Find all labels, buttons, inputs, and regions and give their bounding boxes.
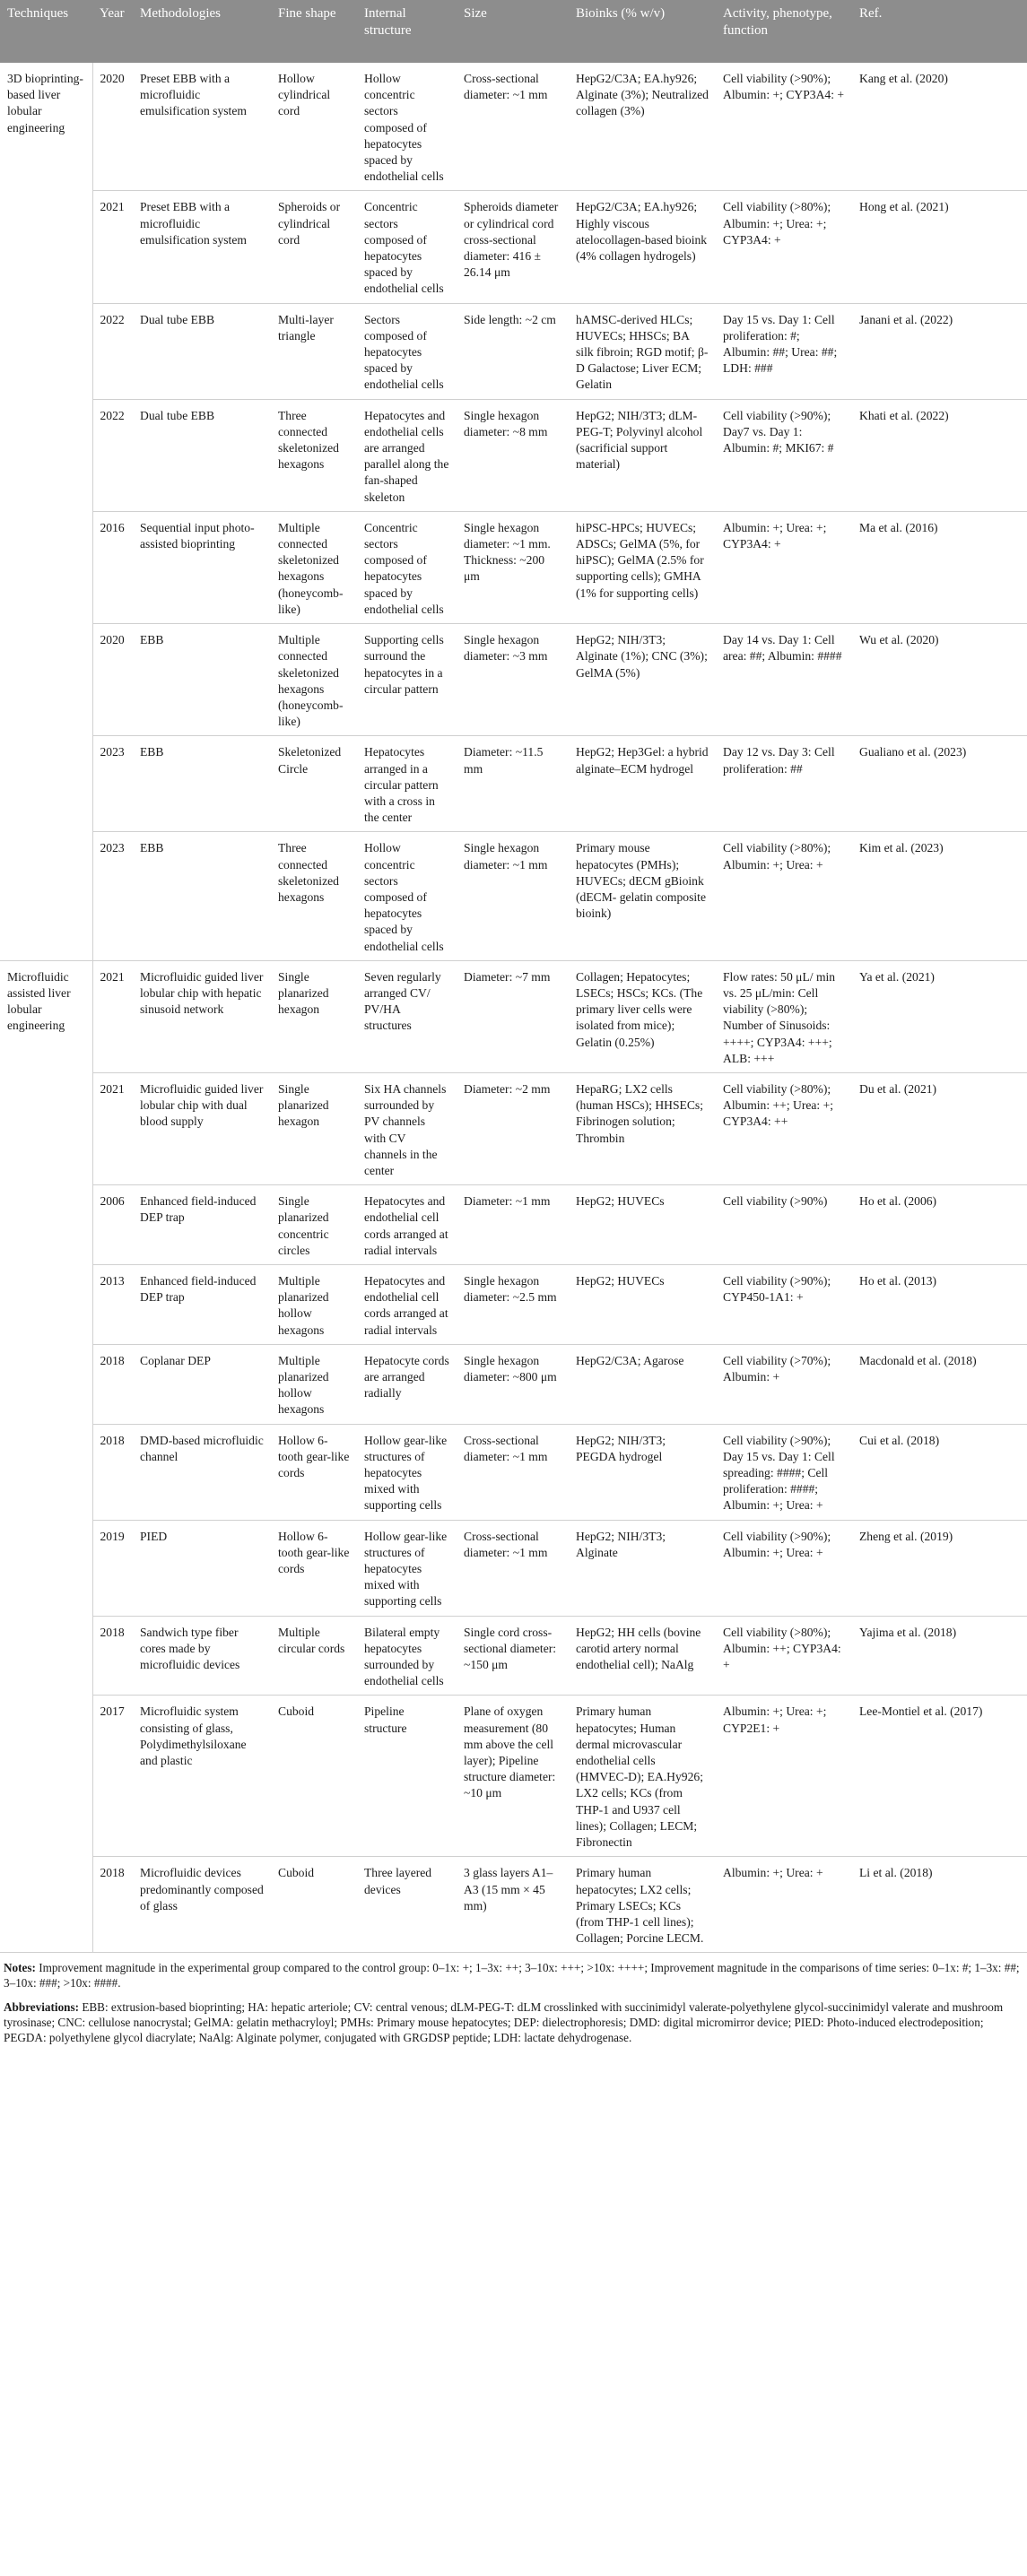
table-row bbox=[0, 63, 1027, 191]
table-body bbox=[0, 63, 1027, 1953]
internal-structure-cell: Hollow gear-like structures of hepatocytes mixed with supporting cells bbox=[357, 1424, 457, 1520]
ref-cell: Macdonald et al. (2018) bbox=[852, 1344, 1027, 1424]
bioinks-cell: HepG2; NIH/3T3; Alginate (1%); CNC (3%); GelMA (5%) bbox=[569, 624, 716, 736]
header-methodologies: Methodologies bbox=[133, 0, 271, 63]
activity-cell: Cell viability (>90%); CYP450-1A1: + bbox=[716, 1265, 852, 1345]
internal-structure-cell: Hepatocytes and endothelial cell cords arranged at radial intervals bbox=[357, 1185, 457, 1265]
methodology-cell: Microfluidic guided liver lobular chip with dual blood supply bbox=[133, 1072, 271, 1184]
fine-shape-cell: Hollow 6-tooth gear-like cords bbox=[271, 1424, 357, 1520]
bioinks-cell: HepG2/C3A; Agarose bbox=[569, 1344, 716, 1424]
activity-cell: Cell viability (>70%); Albumin: + bbox=[716, 1344, 852, 1424]
activity-cell: Cell viability (>90%); Day 15 vs. Day 1: Cell spreading: ####; Cell proliferation: ####; Albumin: +; Urea: + bbox=[716, 1424, 852, 1520]
internal-structure-cell: Seven regularly arranged CV/ PV/HA structures bbox=[357, 960, 457, 1072]
methodology-cell: Sandwich type fiber cores made by microfluidic devices bbox=[133, 1616, 271, 1696]
bioinks-cell: Primary human hepatocytes; Human dermal microvascular endothelial cells (HMVEC-D); EA.Hy926; LX2 cells; KCs (from THP-1 and U937 cell lines); Collagen; LECM; Fibronectin bbox=[569, 1696, 716, 1857]
table-row bbox=[0, 736, 1027, 832]
methodology-cell: Enhanced field-induced DEP trap bbox=[133, 1265, 271, 1345]
table-row bbox=[0, 399, 1027, 511]
size-cell: Single hexagon diameter: ~1 mm. Thickness: ~200 μm bbox=[457, 511, 569, 623]
year-cell: 2018 bbox=[92, 1857, 133, 1953]
ref-cell: Kang et al. (2020) bbox=[852, 63, 1027, 191]
methodology-cell: Sequential input photo-assisted bioprinting bbox=[133, 511, 271, 623]
ref-cell: Lee-Montiel et al. (2017) bbox=[852, 1696, 1027, 1857]
internal-structure-cell: Concentric sectors composed of hepatocytes spaced by endothelial cells bbox=[357, 191, 457, 303]
bioinks-cell: HepG2; NIH/3T3; dLM-PEG-T; Polyvinyl alcohol (sacrificial support material) bbox=[569, 399, 716, 511]
fine-shape-cell: Single planarized concentric circles bbox=[271, 1185, 357, 1265]
activity-cell: Cell viability (>80%); Albumin: ++; Urea: +; CYP3A4: ++ bbox=[716, 1072, 852, 1184]
table-row bbox=[0, 1616, 1027, 1696]
activity-cell: Day 15 vs. Day 1: Cell proliferation: #; Albumin: ##; Urea: ##; LDH: ### bbox=[716, 303, 852, 399]
methodology-cell: Dual tube EBB bbox=[133, 303, 271, 399]
bioinks-cell: Collagen; Hepatocytes; LSECs; HSCs; KCs. (The primary liver cells were isolated from mice); Gelatin (0.25%) bbox=[569, 960, 716, 1072]
size-cell: Cross-sectional diameter: ~1 mm bbox=[457, 1520, 569, 1616]
internal-structure-cell: Supporting cells surround the hepatocytes in a circular pattern bbox=[357, 624, 457, 736]
table-row bbox=[0, 191, 1027, 303]
table-row bbox=[0, 1696, 1027, 1857]
size-cell: Cross-sectional diameter: ~1 mm bbox=[457, 1424, 569, 1520]
ref-cell: Ho et al. (2013) bbox=[852, 1265, 1027, 1345]
ref-cell: Wu et al. (2020) bbox=[852, 624, 1027, 736]
fine-shape-cell: Multi-layer triangle bbox=[271, 303, 357, 399]
internal-structure-cell: Pipeline structure bbox=[357, 1696, 457, 1857]
table-row bbox=[0, 1857, 1027, 1953]
abbreviations-label: Abbreviations: bbox=[4, 2000, 80, 2015]
notes-label: Notes: bbox=[4, 1961, 36, 1975]
size-cell: Single hexagon diameter: ~2.5 mm bbox=[457, 1265, 569, 1345]
bioinks-cell: HepG2; HUVECs bbox=[569, 1265, 716, 1345]
internal-structure-cell: Hollow concentric sectors composed of hepatocytes spaced by endothelial cells bbox=[357, 63, 457, 191]
size-cell: Single hexagon diameter: ~8 mm bbox=[457, 399, 569, 511]
fine-shape-cell: Multiple planarized hollow hexagons bbox=[271, 1265, 357, 1345]
internal-structure-cell: Concentric sectors composed of hepatocytes spaced by endothelial cells bbox=[357, 511, 457, 623]
ref-cell: Zheng et al. (2019) bbox=[852, 1520, 1027, 1616]
ref-cell: Du et al. (2021) bbox=[852, 1072, 1027, 1184]
ref-cell: Cui et al. (2018) bbox=[852, 1424, 1027, 1520]
size-cell: Plane of oxygen measurement (80 mm above the cell layer); Pipeline structure diameter: ~10 μm bbox=[457, 1696, 569, 1857]
header-size: Size bbox=[457, 0, 569, 63]
fine-shape-cell: Multiple connected skeletonized hexagons (honeycomb-like) bbox=[271, 511, 357, 623]
header-ref: Ref. bbox=[852, 0, 1027, 63]
size-cell: Spheroids diameter or cylindrical cord cross-sectional diameter: 416 ± 26.14 μm bbox=[457, 191, 569, 303]
methodology-cell: PIED bbox=[133, 1520, 271, 1616]
methodology-cell: Preset EBB with a microfluidic emulsification system bbox=[133, 191, 271, 303]
activity-cell: Flow rates: 50 μL/ min vs. 25 μL/min: Cell viability (>80%); Number of Sinusoids: ++++; CYP3A4: +++; ALB: +++ bbox=[716, 960, 852, 1072]
size-cell: Diameter: ~11.5 mm bbox=[457, 736, 569, 832]
table-row bbox=[0, 511, 1027, 623]
fine-shape-cell: Single planarized hexagon bbox=[271, 1072, 357, 1184]
size-cell: Single hexagon diameter: ~1 mm bbox=[457, 832, 569, 960]
year-cell: 2018 bbox=[92, 1344, 133, 1424]
ref-cell: Kim et al. (2023) bbox=[852, 832, 1027, 960]
methodology-cell: Enhanced field-induced DEP trap bbox=[133, 1185, 271, 1265]
bioinks-cell: HepG2/C3A; EA.hy926; Alginate (3%); Neutralized collagen (3%) bbox=[569, 63, 716, 191]
activity-cell: Albumin: +; Urea: +; CYP3A4: + bbox=[716, 511, 852, 623]
year-cell: 2018 bbox=[92, 1424, 133, 1520]
size-cell: Diameter: ~7 mm bbox=[457, 960, 569, 1072]
table-row bbox=[0, 1344, 1027, 1424]
table-row bbox=[0, 1185, 1027, 1265]
year-cell: 2017 bbox=[92, 1696, 133, 1857]
table-row bbox=[0, 960, 1027, 1072]
activity-cell: Cell viability (>80%); Albumin: +; Urea: + bbox=[716, 832, 852, 960]
ref-cell: Janani et al. (2022) bbox=[852, 303, 1027, 399]
fine-shape-cell: Multiple connected skeletonized hexagons (honeycomb-like) bbox=[271, 624, 357, 736]
year-cell: 2013 bbox=[92, 1265, 133, 1345]
header-year: Year bbox=[92, 0, 133, 63]
size-cell: Single cord cross-sectional diameter: ~150 μm bbox=[457, 1616, 569, 1696]
internal-structure-cell: Hollow concentric sectors composed of hepatocytes spaced by endothelial cells bbox=[357, 832, 457, 960]
bioinks-cell: hiPSC-HPCs; HUVECs; ADSCs; GelMA (5%, for hiPSC); GelMA (2.5% for supporting cells); GMHA (1% for supporting cells) bbox=[569, 511, 716, 623]
header-fine-shape: Fine shape bbox=[271, 0, 357, 63]
size-cell: Single hexagon diameter: ~3 mm bbox=[457, 624, 569, 736]
internal-structure-cell: Three layered devices bbox=[357, 1857, 457, 1953]
header-techniques: Techniques bbox=[0, 0, 92, 63]
fine-shape-cell: Skeletonized Circle bbox=[271, 736, 357, 832]
methodology-cell: Microfluidic system consisting of glass, Polydimethylsiloxane and plastic bbox=[133, 1696, 271, 1857]
table-row bbox=[0, 832, 1027, 960]
fine-shape-cell: Multiple planarized hollow hexagons bbox=[271, 1344, 357, 1424]
year-cell: 2021 bbox=[92, 191, 133, 303]
ref-cell: Gualiano et al. (2023) bbox=[852, 736, 1027, 832]
table-row bbox=[0, 303, 1027, 399]
internal-structure-cell: Sectors composed of hepatocytes spaced by endothelial cells bbox=[357, 303, 457, 399]
ref-cell: Li et al. (2018) bbox=[852, 1857, 1027, 1953]
ref-cell: Yajima et al. (2018) bbox=[852, 1616, 1027, 1696]
ref-cell: Ma et al. (2016) bbox=[852, 511, 1027, 623]
fine-shape-cell: Cuboid bbox=[271, 1696, 357, 1857]
year-cell: 2021 bbox=[92, 1072, 133, 1184]
activity-cell: Cell viability (>90%); Albumin: +; Urea: + bbox=[716, 1520, 852, 1616]
fine-shape-cell: Three connected skeletonized hexagons bbox=[271, 399, 357, 511]
header-activity: Activity, phenotype, function bbox=[716, 0, 852, 63]
bioinks-cell: HepG2; NIH/3T3; PEGDA hydrogel bbox=[569, 1424, 716, 1520]
methodology-cell: EBB bbox=[133, 832, 271, 960]
bioinks-cell: Primary mouse hepatocytes (PMHs); HUVECs; dECM gBioink (dECM- gelatin composite bioink) bbox=[569, 832, 716, 960]
year-cell: 2021 bbox=[92, 960, 133, 1072]
bioinks-cell: HepG2/C3A; EA.hy926; Highly viscous atelocollagen-based bioink (4% collagen hydrogels) bbox=[569, 191, 716, 303]
header-bioinks: Bioinks (% w/v) bbox=[569, 0, 716, 63]
activity-cell: Day 12 vs. Day 3: Cell proliferation: ## bbox=[716, 736, 852, 832]
internal-structure-cell: Hepatocytes arranged in a circular pattern with a cross in the center bbox=[357, 736, 457, 832]
table-footnotes bbox=[0, 1953, 1027, 2045]
size-cell: Single hexagon diameter: ~800 μm bbox=[457, 1344, 569, 1424]
abbreviations-paragraph bbox=[4, 1999, 1023, 2045]
bioinks-cell: HepG2; Hep3Gel: a hybrid alginate–ECM hydrogel bbox=[569, 736, 716, 832]
year-cell: 2006 bbox=[92, 1185, 133, 1265]
table-row bbox=[0, 1072, 1027, 1184]
table-row bbox=[0, 624, 1027, 736]
size-cell: 3 glass layers A1–A3 (15 mm × 45 mm) bbox=[457, 1857, 569, 1953]
methodology-cell: Dual tube EBB bbox=[133, 399, 271, 511]
activity-cell: Albumin: +; Urea: +; CYP2E1: + bbox=[716, 1696, 852, 1857]
methodology-cell: Microfluidic guided liver lobular chip with hepatic sinusoid network bbox=[133, 960, 271, 1072]
ref-cell: Hong et al. (2021) bbox=[852, 191, 1027, 303]
table-row bbox=[0, 1424, 1027, 1520]
ref-cell: Ho et al. (2006) bbox=[852, 1185, 1027, 1265]
fine-shape-cell: Three connected skeletonized hexagons bbox=[271, 832, 357, 960]
bioinks-cell: HepG2; NIH/3T3; Alginate bbox=[569, 1520, 716, 1616]
fine-shape-cell: Hollow cylindrical cord bbox=[271, 63, 357, 191]
fine-shape-cell: Multiple circular cords bbox=[271, 1616, 357, 1696]
methodology-cell: Preset EBB with a microfluidic emulsification system bbox=[133, 63, 271, 191]
activity-cell: Cell viability (>90%); Day7 vs. Day 1: Albumin: #; MKI67: # bbox=[716, 399, 852, 511]
table-row bbox=[0, 1520, 1027, 1616]
size-cell: Side length: ~2 cm bbox=[457, 303, 569, 399]
internal-structure-cell: Hepatocytes and endothelial cell cords arranged at radial intervals bbox=[357, 1265, 457, 1345]
year-cell: 2018 bbox=[92, 1616, 133, 1696]
header-row bbox=[0, 0, 1027, 63]
methodology-cell: EBB bbox=[133, 624, 271, 736]
methodology-cell: DMD-based microfluidic channel bbox=[133, 1424, 271, 1520]
size-cell: Diameter: ~1 mm bbox=[457, 1185, 569, 1265]
internal-structure-cell: Six HA channels surrounded by PV channels with CV channels in the center bbox=[357, 1072, 457, 1184]
fine-shape-cell: Hollow 6-tooth gear-like cords bbox=[271, 1520, 357, 1616]
year-cell: 2020 bbox=[92, 624, 133, 736]
fine-shape-cell: Single planarized hexagon bbox=[271, 960, 357, 1072]
year-cell: 2022 bbox=[92, 303, 133, 399]
fine-shape-cell: Cuboid bbox=[271, 1857, 357, 1953]
ref-cell: Ya et al. (2021) bbox=[852, 960, 1027, 1072]
technique-cell: 3D bioprinting-based liver lobular engineering bbox=[0, 63, 92, 960]
internal-structure-cell: Hepatocyte cords are arranged radially bbox=[357, 1344, 457, 1424]
bioinks-cell: hAMSC-derived HLCs; HUVECs; HHSCs; BA silk fibroin; RGD motif; β-D Galactose; Liver ECM; Gelatin bbox=[569, 303, 716, 399]
methodology-cell: Coplanar DEP bbox=[133, 1344, 271, 1424]
internal-structure-cell: Hepatocytes and endothelial cells are arranged parallel along the fan-shaped skeleton bbox=[357, 399, 457, 511]
year-cell: 2022 bbox=[92, 399, 133, 511]
internal-structure-cell: Bilateral empty hepatocytes surrounded by endothelial cells bbox=[357, 1616, 457, 1696]
size-cell: Diameter: ~2 mm bbox=[457, 1072, 569, 1184]
activity-cell: Day 14 vs. Day 1: Cell area: ##; Albumin: #### bbox=[716, 624, 852, 736]
fine-shape-cell: Spheroids or cylindrical cord bbox=[271, 191, 357, 303]
methodology-cell: EBB bbox=[133, 736, 271, 832]
activity-cell: Cell viability (>80%); Albumin: +; Urea: +; CYP3A4: + bbox=[716, 191, 852, 303]
activity-cell: Cell viability (>80%); Albumin: ++; CYP3A4: + bbox=[716, 1616, 852, 1696]
year-cell: 2023 bbox=[92, 736, 133, 832]
header-internal-structure: Internal structure bbox=[357, 0, 457, 63]
abbreviations-text: EBB: extrusion-based bioprinting; HA: hepatic arteriole; CV: central venous; dLM-PEG-T: dLM crosslinked with succinimidyl valerate-polyethylene glycol-succinimidyl valerate and mushroom tyrosinase; CNC: cellulose nanocrystal; GelMA: gelatin methacryloyl; PMHs: Primary mouse hepatocytes; DEP: dielectrophoresis; DMD: digital micromirror device; PIED: Photo-induced electrodeposition; PEGDA: polyethylene glycol diacrylate; NaAlg: Alginate polymer, conjugated with GRGDSP peptide; LDH: lactate dehydrogenase. bbox=[4, 2000, 1004, 2045]
activity-cell: Cell viability (>90%); Albumin: +; CYP3A4: + bbox=[716, 63, 852, 191]
bioinks-cell: HepG2; HUVECs bbox=[569, 1185, 716, 1265]
notes-paragraph bbox=[4, 1960, 1023, 1991]
size-cell: Cross-sectional diameter: ~1 mm bbox=[457, 63, 569, 191]
table-row bbox=[0, 1265, 1027, 1345]
technique-cell: Microfluidic assisted liver lobular engineering bbox=[0, 960, 92, 1953]
year-cell: 2020 bbox=[92, 63, 133, 191]
bioinks-cell: HepG2; HH cells (bovine carotid artery normal endothelial cell); NaAlg bbox=[569, 1616, 716, 1696]
internal-structure-cell: Hollow gear-like structures of hepatocytes mixed with supporting cells bbox=[357, 1520, 457, 1616]
activity-cell: Albumin: +; Urea: + bbox=[716, 1857, 852, 1953]
year-cell: 2016 bbox=[92, 511, 133, 623]
ref-cell: Khati et al. (2022) bbox=[852, 399, 1027, 511]
bioinks-cell: Primary human hepatocytes; LX2 cells; Primary LSECs; KCs (from THP-1 cell lines); Collagen; Porcine LECM. bbox=[569, 1857, 716, 1953]
year-cell: 2023 bbox=[92, 832, 133, 960]
methodology-cell: Microfluidic devices predominantly composed of glass bbox=[133, 1857, 271, 1953]
year-cell: 2019 bbox=[92, 1520, 133, 1616]
activity-cell: Cell viability (>90%) bbox=[716, 1185, 852, 1265]
bioinks-cell: HepaRG; LX2 cells (human HSCs); HHSECs; Fibrinogen solution; Thrombin bbox=[569, 1072, 716, 1184]
notes-text: Improvement magnitude in the experimental group compared to the control group: 0–1x: +; 1–3x: ++; 3–10x: +++; >10x: ++++; Improvement magnitude in the comparisons of time series: 0–1x: #; 1–3x: ##; 3–10x: ###; >10x: ####. bbox=[4, 1961, 1020, 1991]
